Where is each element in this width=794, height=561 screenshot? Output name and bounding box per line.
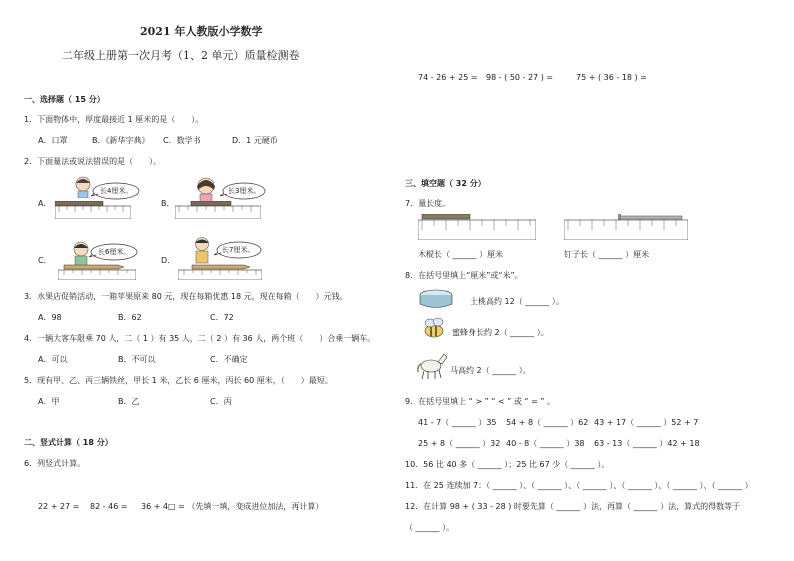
bee-icon: [420, 316, 446, 340]
q2-label-b: B．: [161, 199, 175, 208]
q2-label-c: C．: [38, 256, 52, 265]
bubble-text-b: 长3厘米。: [228, 187, 261, 195]
calc-item-2: 98 - ( 50 - 27 ) =: [486, 73, 554, 82]
q2-label-a: A．: [38, 199, 52, 208]
q3-option-c: C．72: [210, 313, 234, 322]
q9-r1-c3: 43 + 17（ ______ ）52 + 7: [594, 418, 699, 427]
q9-r1-c1: 41 - 7（ ______ ）35: [418, 418, 497, 427]
horse-icon: [416, 350, 448, 380]
section-heading-fill: 三、填空题（ 32 分）: [405, 179, 486, 188]
page-title: 2021 年人教版小学数学: [140, 25, 263, 38]
q6-item-1: 22 + 27 =: [38, 502, 80, 511]
q7-label-nail: 钉子长（ ______ ）厘米: [564, 250, 650, 259]
q2-label-d: D．: [161, 256, 176, 265]
q1-option-b: B．《新华字典》: [92, 136, 150, 145]
question-3: 3．水果店促销活动，一箱苹果原来 80 元，现在每箱优惠 18 元，现在每箱（ ）元钱。: [24, 292, 348, 301]
question-8: 8．在括号里填上“厘米”或“米”。: [405, 271, 523, 280]
question-12: 12．在计算 98 + ( 33 - 28 ) 时要先算（ ______ ）法，再算（ ______ ）法，算式的得数等于: [405, 502, 741, 511]
question-7: 7．量长度。: [405, 199, 451, 208]
q5-option-b: B．乙: [118, 397, 140, 406]
q5-option-c: C．丙: [210, 397, 232, 406]
q4-option-c: C．不确定: [210, 355, 248, 364]
q8-item-3: 马高约 2（ ______ ）。: [450, 366, 531, 375]
question-11: 11．在 25 连续加 7：（ ______ ）、（ ______ ）、（ ______ ）、（ ______ ）、（ ______ ）、（ ______ ）: [405, 481, 753, 490]
question-10: 10．56 比 40 多（ ______ ）；25 比 67 少（ ______ ）。: [405, 460, 610, 469]
ruler-image-c: [58, 264, 136, 280]
question-5: 5．现有甲、乙、丙三辆铁丝，甲长 1 米，乙长 6 厘米，丙长 60 厘米，（ ）最短。: [24, 376, 333, 385]
ruler-image-b: [175, 201, 261, 219]
q8-item-1: 土桃高约 12（ ______ ）。: [470, 297, 564, 306]
q7-label-stick: 木棍长（ ______ ）厘米: [418, 250, 504, 259]
child-icon: [192, 236, 212, 264]
bubble-text-a: 长4厘米。: [100, 187, 133, 195]
q6-item-3: 36 + 4□ = （先填一填，变成进位加法，再计算）: [141, 502, 324, 511]
q8-item-2: 蜜蜂身长约 2（ ______ ）。: [452, 328, 549, 337]
question-2: 2．下面量法或说法错误的是（ ）。: [24, 157, 162, 166]
q9-r2-c1: 25 + 8（ ______ ）32: [418, 439, 501, 448]
question-9: 9．在括号里填上 “ > ” “ < ” 或 “ = ” 。: [405, 397, 556, 406]
ruler-image-a: [55, 201, 131, 219]
q1-option-d: D．1 元硬币: [232, 136, 278, 145]
question-1: 1．下面物体中，厚度最接近 1 厘米的是（ ）。: [24, 115, 204, 124]
peach-basin-icon: [418, 289, 454, 311]
calc-item-1: 74 - 26 + 25 =: [418, 73, 478, 82]
question-4: 4．一辆大客车限乘 70 人，二（ 1 ）有 35 人，二（ 2 ）有 36 人，两个班（ ）合乘一辆车。: [24, 334, 376, 343]
bubble-text-d: 长7厘米。: [222, 246, 255, 254]
section-heading-vertical-calc: 二、竖式计算（ 18 分）: [24, 438, 113, 447]
q5-option-a: A．甲: [38, 397, 60, 406]
q1-option-c: C．数学书: [163, 136, 201, 145]
ruler-image-d: [178, 264, 262, 280]
bubble-text-c: 长6厘米。: [98, 248, 131, 256]
ruler-image-nail: [564, 214, 688, 240]
q4-option-a: A．可以: [38, 355, 68, 364]
q3-option-b: B．62: [118, 313, 142, 322]
question-6: 6．列竖式计算。: [24, 459, 86, 468]
q1-option-a: A．口罩: [38, 136, 68, 145]
question-12-cont: （ ______ ）。: [405, 523, 455, 532]
q3-option-a: A．98: [38, 313, 62, 322]
ruler-image-stick: [418, 214, 536, 240]
q4-option-b: B．不可以: [118, 355, 156, 364]
q9-r2-c3: 63 - 13（ ______ ）42 + 18: [594, 439, 700, 448]
q9-r1-c2: 54 + 8（ ______ ）62: [506, 418, 589, 427]
q9-r2-c2: 40 - 8（ ______ ）38: [506, 439, 585, 448]
page-subtitle: 二年级上册第一次月考（1、2 单元）质量检测卷: [62, 49, 300, 62]
calc-item-3: 75 + ( 36 - 18 ) =: [576, 73, 647, 82]
section-heading-choice: 一、选择题（ 15 分）: [24, 95, 105, 104]
q6-item-2: 82 - 46 =: [90, 502, 128, 511]
